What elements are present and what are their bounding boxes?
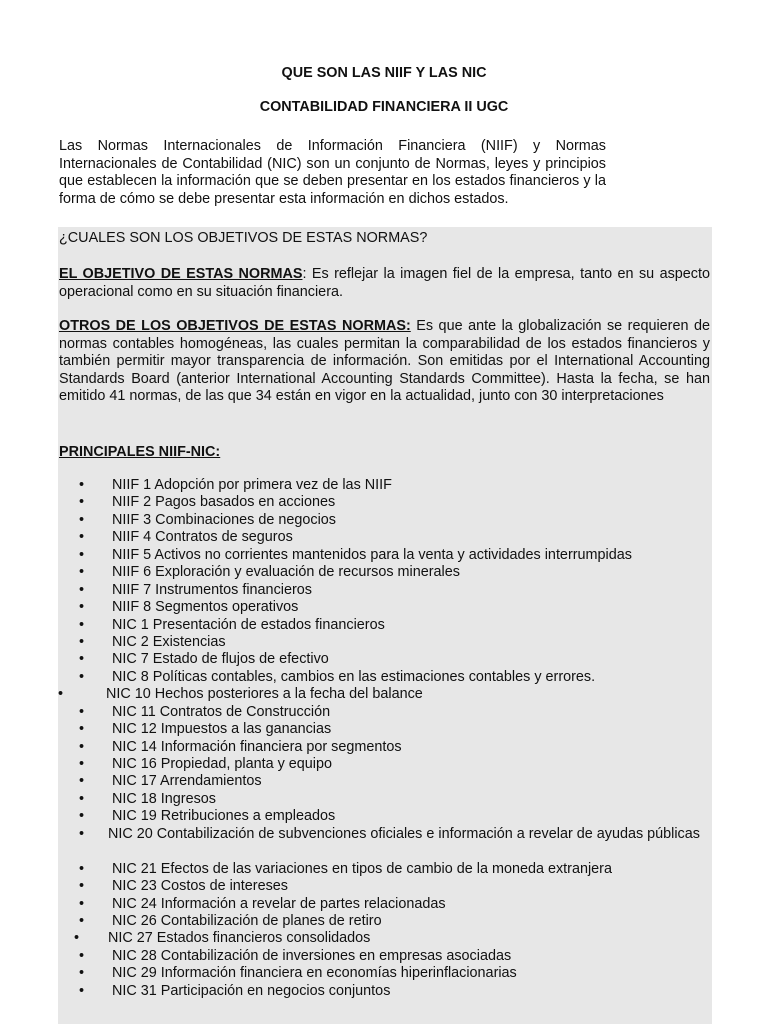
list-item xyxy=(0,634,768,651)
bullet-icon: • xyxy=(79,825,85,842)
list-item-text: NIC 14 Información financiera por segmentos xyxy=(112,738,402,755)
list-item xyxy=(0,983,768,1000)
list-item xyxy=(0,599,768,616)
list-item xyxy=(0,896,768,913)
list-item-text: NIC 1 Presentación de estados financieros xyxy=(112,616,385,633)
list-item-text: NIIF 5 Activos no corrientes mantenidos para la venta y actividades interrumpidas xyxy=(112,546,632,563)
list-item-text: NIIF 3 Combinaciones de negocios xyxy=(112,511,336,528)
bullet-icon: • xyxy=(79,494,85,511)
list-item-text: NIC 2 Existencias xyxy=(112,633,226,650)
list-item xyxy=(0,808,768,825)
intro-paragraph: Las Normas Internacionales de Información Financiera (NIIF) y Normas Internacionales de Contabilidad (NIC) son un conjunto de Normas, leyes y principios que establecen la información que se deben presentar en los estados financieros y la forma de cómo se debe presentar esta información en dichos estados. xyxy=(59,138,606,207)
list-item-text: NIC 7 Estado de flujos de efectivo xyxy=(112,651,329,668)
bullet-icon: • xyxy=(58,686,64,703)
bullet-icon: • xyxy=(79,738,85,755)
list-item xyxy=(0,651,768,668)
document-title: QUE SON LAS NIIF Y LAS NIC xyxy=(281,65,487,81)
list-item-text: NIC 8 Políticas contables, cambios en las estimaciones contables y errores. xyxy=(112,668,596,685)
other-objectives-paragraph xyxy=(59,318,710,406)
other-objectives-text: Es que ante la globalización se requieren de normas contables homogéneas, las cuales permitan la comparabilidad de los estados financieros y también permitir mayor transparencia de información. Son emitidas por el International Accounting Standards Board (anterior International Accounting Standards Committee). Hasta la fecha, se han emitido 41 normas, de las que 34 están en vigor en la actualidad, junto con 30 interpretaciones xyxy=(59,318,710,404)
bullet-icon: • xyxy=(79,633,85,650)
list-item xyxy=(0,512,768,529)
bullet-icon: • xyxy=(79,703,85,720)
list-item-text: NIC 17 Arrendamientos xyxy=(112,773,262,790)
other-objectives-label: OTROS DE LOS OBJETIVOS DE ESTAS NORMAS: xyxy=(59,318,411,334)
bullet-icon: • xyxy=(79,808,85,825)
list-item xyxy=(0,529,768,546)
list-item-text: NIIF 1 Adopción por primera vez de las NIIF xyxy=(112,477,392,493)
list-item-text: NIC 26 Contabilización de planes de retiro xyxy=(112,912,382,929)
bullet-icon: • xyxy=(74,930,80,947)
list-item xyxy=(0,930,768,947)
list-item xyxy=(0,721,768,738)
list-item xyxy=(0,739,768,756)
bullet-icon: • xyxy=(79,529,85,546)
list-item-text: NIIF 8 Segmentos operativos xyxy=(112,599,299,616)
list-item xyxy=(0,477,768,494)
bullet-icon: • xyxy=(79,773,85,790)
list-item-text: NIC 20 Contabilización de subvenciones oficiales e información a revelar de ayudas públicas xyxy=(108,825,700,842)
standards-list xyxy=(0,477,768,1000)
list-item-text: NIC 19 Retribuciones a empleados xyxy=(112,808,336,825)
list-item xyxy=(0,965,768,982)
bullet-icon: • xyxy=(79,895,85,912)
list-item-text: NIC 28 Contabilización de inversiones en empresas asociadas xyxy=(112,947,512,964)
bullet-icon: • xyxy=(79,599,85,616)
list-item xyxy=(0,669,768,686)
list-item-text: NIC 18 Ingresos xyxy=(112,790,216,807)
bullet-icon: • xyxy=(79,860,85,877)
bullet-icon: • xyxy=(79,790,85,807)
bullet-icon: • xyxy=(79,546,85,563)
bullet-icon: • xyxy=(79,965,85,982)
bullet-icon: • xyxy=(79,721,85,738)
bullet-icon: • xyxy=(79,477,85,493)
bullet-icon: • xyxy=(79,756,85,772)
list-item xyxy=(0,826,768,861)
list-item xyxy=(0,756,768,773)
list-item xyxy=(0,494,768,511)
list-item-text: NIC 12 Impuestos a las ganancias xyxy=(112,721,332,738)
objective-paragraph xyxy=(59,266,710,301)
objectives-question: ¿CUALES SON LOS OBJETIVOS DE ESTAS NORMAS? xyxy=(59,230,428,246)
bullet-icon: • xyxy=(79,668,85,685)
bullet-icon: • xyxy=(79,651,85,668)
objective-text: : Es reflejar la imagen fiel de la empresa, tanto en su aspecto operacional como en su situación financiera. xyxy=(59,266,710,300)
list-item xyxy=(0,686,768,703)
bullet-icon: • xyxy=(79,616,85,633)
list-item xyxy=(0,617,768,634)
list-item-text: NIIF 2 Pagos basados en acciones xyxy=(112,494,336,511)
standards-list-heading: PRINCIPALES NIIF-NIC: xyxy=(59,444,221,460)
list-item xyxy=(0,582,768,599)
list-item xyxy=(0,773,768,790)
list-item-text: NIC 10 Hechos posteriores a la fecha del balance xyxy=(106,686,423,703)
bullet-icon: • xyxy=(79,947,85,964)
list-item-text: NIC 23 Costos de intereses xyxy=(112,878,288,895)
list-item xyxy=(0,791,768,808)
list-item-text: NIC 27 Estados financieros consolidados xyxy=(108,930,371,947)
bullet-icon: • xyxy=(79,878,85,895)
list-item xyxy=(0,704,768,721)
list-item-text: NIC 21 Efectos de las variaciones en tipos de cambio de la moneda extranjera xyxy=(112,860,612,877)
bullet-icon: • xyxy=(79,564,85,581)
bullet-icon: • xyxy=(79,982,85,999)
list-item-text: NIIF 6 Exploración y evaluación de recursos minerales xyxy=(112,564,460,581)
list-item-text: NIC 16 Propiedad, planta y equipo xyxy=(112,756,333,772)
list-item xyxy=(0,861,768,878)
list-item xyxy=(0,878,768,895)
list-item xyxy=(0,913,768,930)
list-item-text: NIC 31 Participación en negocios conjuntos xyxy=(112,982,391,999)
objective-label: EL OBJETIVO DE ESTAS NORMAS xyxy=(59,266,303,282)
list-item-text: NIC 11 Contratos de Construcción xyxy=(112,703,331,720)
list-item xyxy=(0,564,768,581)
document-subtitle: CONTABILIDAD FINANCIERA II UGC xyxy=(259,99,509,115)
list-item-text: NIIF 7 Instrumentos financieros xyxy=(112,581,312,598)
bullet-icon: • xyxy=(79,511,85,528)
list-item-text: NIC 24 Información a revelar de partes relacionadas xyxy=(112,895,446,912)
list-item xyxy=(0,948,768,965)
bullet-icon: • xyxy=(79,912,85,929)
list-item-text: NIIF 4 Contratos de seguros xyxy=(112,529,293,546)
bullet-icon: • xyxy=(79,581,85,598)
list-item-text: NIC 29 Información financiera en economías hiperinflacionarias xyxy=(112,965,517,982)
list-item xyxy=(0,547,768,564)
